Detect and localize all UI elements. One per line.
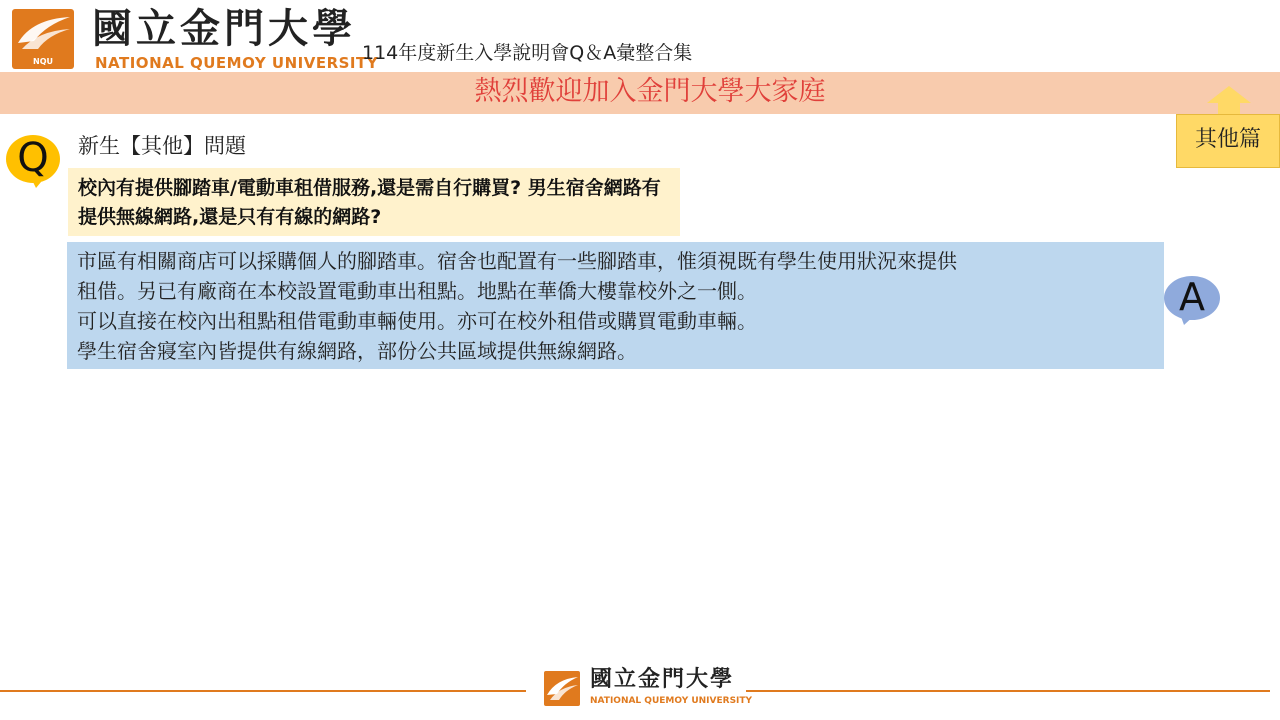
answer-box xyxy=(67,242,1164,369)
answer-line: 市區有相關商店可以採購個人的腳踏車。宿舍也配置有一些腳踏車，惟須視既有學生使用狀況來提供 xyxy=(77,249,957,273)
question-marker: Q xyxy=(17,135,49,181)
answer-line: 可以直接在校內出租點租借電動車輛使用。亦可在校外租借或購買電動車輛。 xyxy=(77,309,757,333)
welcome-banner xyxy=(0,72,1280,114)
footer-logo-icon xyxy=(544,671,580,706)
footer-wing-emblem-icon xyxy=(544,671,580,706)
question-category: 新生【其他】問題 xyxy=(78,134,246,158)
arrow-up-icon xyxy=(1207,86,1251,103)
answer-line: 租借。另已有廠商在本校設置電動車出租點。地點在華僑大樓靠校外之一側。 xyxy=(77,279,757,303)
category-tag-label: 其他篇 xyxy=(1194,127,1261,152)
university-logo-icon xyxy=(12,9,74,69)
footer-divider-left xyxy=(0,690,526,692)
footer-divider-right xyxy=(746,690,1270,692)
university-name-cn: 國立金門大學 xyxy=(92,5,356,52)
university-name-en: NATIONAL QUEMOY UNIVERSITY xyxy=(95,54,379,72)
welcome-banner-text: 熱烈歡迎加入金門大學大家庭 xyxy=(474,76,826,107)
question-box xyxy=(68,168,680,236)
category-tag xyxy=(1176,114,1280,168)
deck-title: 114年度新生入學說明會Q＆A彙整合集 xyxy=(362,42,693,64)
wing-emblem-icon xyxy=(12,9,74,55)
question-text: 校內有提供腳踏車/電動車租借服務,還是需自行購買? 男生宿舍網路有提供無線網路,還是只有有線的網路? xyxy=(78,177,661,228)
logo-badge-text: NQU xyxy=(33,57,53,66)
footer-university-name-cn: 國立金門大學 xyxy=(590,666,735,692)
answer-line: 學生宿舍寢室內皆提供有線網路，部份公共區域提供無線網路。 xyxy=(77,339,637,363)
answer-marker: A xyxy=(1179,275,1205,319)
footer-university-name-en: NATIONAL QUEMOY UNIVERSITY xyxy=(590,696,753,706)
